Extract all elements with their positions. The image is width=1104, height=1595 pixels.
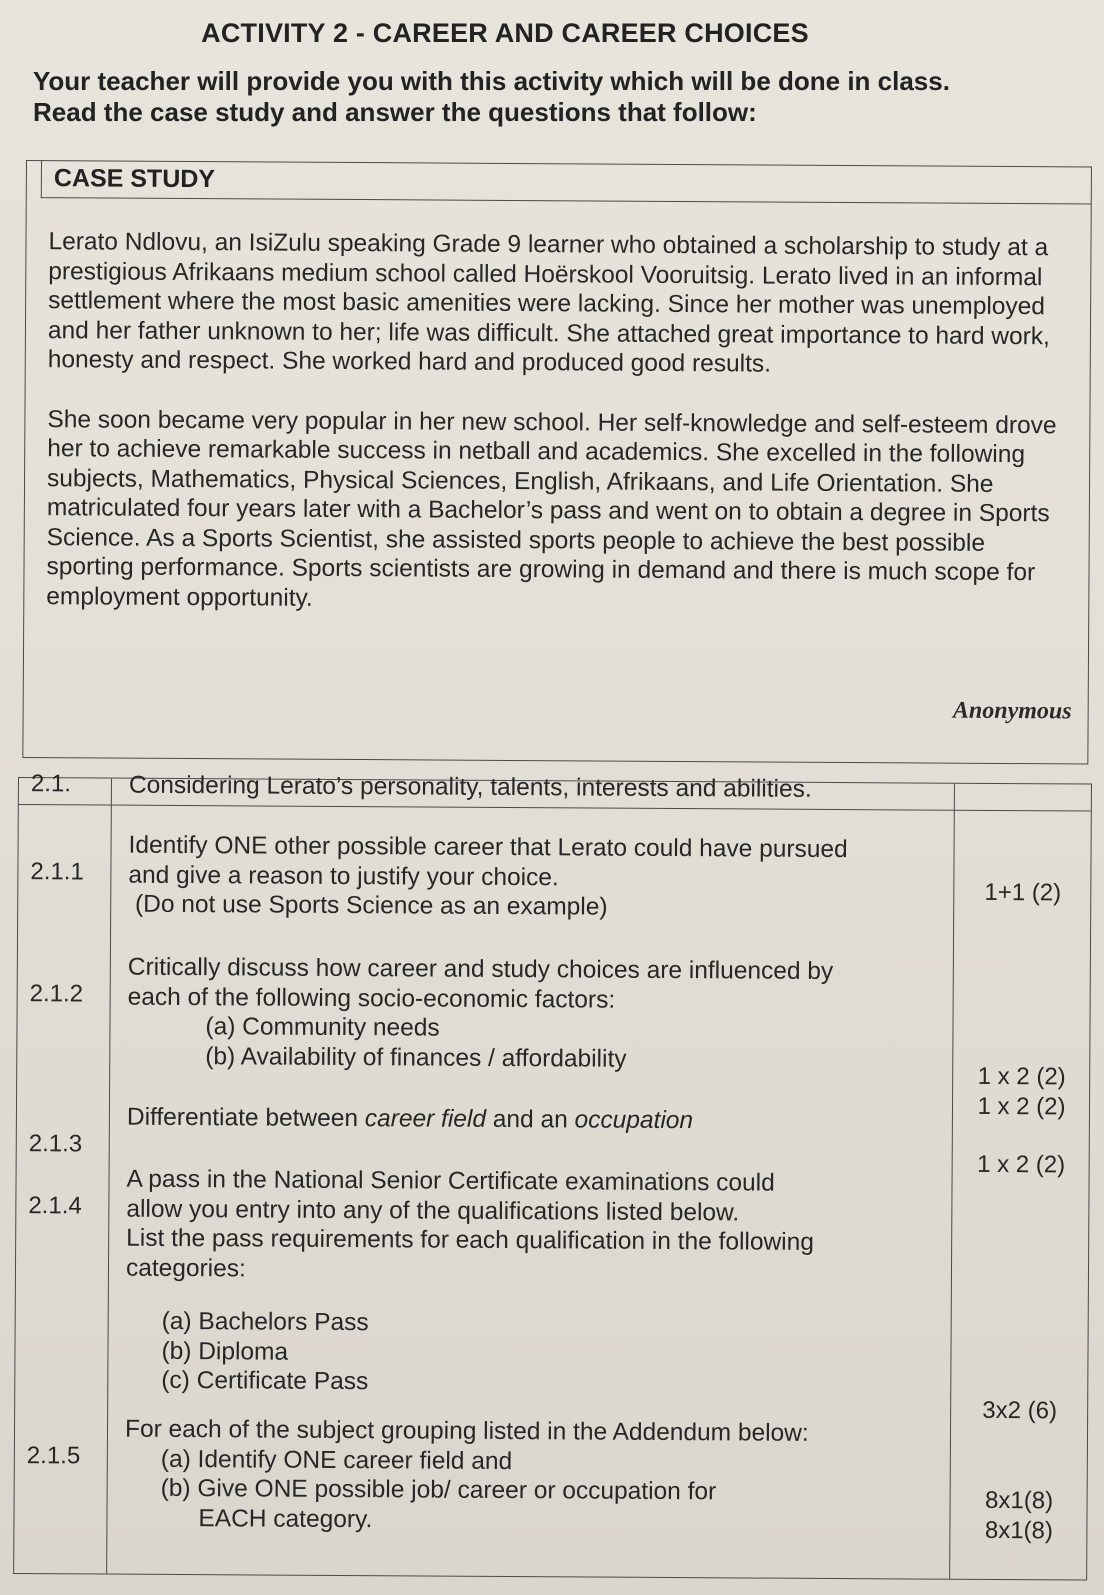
instructions: [33, 66, 1073, 128]
question-2-1-5-option-b: (b) Give ONE possible job/ career or occupation for: [160, 1474, 717, 1506]
question-number-2-1-3: 2.1.3: [28, 1130, 83, 1158]
table-divider-top: [19, 804, 1091, 812]
question-2-1-2-line-2: each of the following socio-economic factors:: [127, 983, 616, 1014]
marks-2-1-2-a: 1 x 2 (2): [977, 1062, 1066, 1091]
questions-table: [13, 770, 1092, 1581]
question-2-1-1-line-1: Identify ONE other possible career that Lerato could have pursued: [128, 831, 848, 864]
marks-2-1-5-b: 8x1(8): [984, 1516, 1054, 1545]
question-number-2-1: 2.1.: [30, 770, 72, 798]
question-2-1-4-option-b: (b) Diploma: [161, 1337, 289, 1366]
activity-title: ACTIVITY 2 - CAREER AND CAREER CHOICES: [201, 18, 809, 48]
question-number-2-1-1: 2.1.1: [30, 858, 84, 886]
question-2-1-5-text: [124, 1415, 935, 1538]
question-2-1-4-line-2: allow you entry into any of the qualifications listed below.: [126, 1195, 740, 1226]
question-2-1-4-line-3: List the pass requirements for each qualification in the following: [126, 1224, 815, 1256]
case-study-box: [22, 160, 1092, 765]
question-2-1-1-text: [128, 831, 939, 924]
marks-2-1-2-b: 1 x 2 (2): [977, 1092, 1066, 1121]
term-career-field: career field: [364, 1105, 487, 1133]
question-2-1-4-option-c: (c) Certificate Pass: [161, 1366, 369, 1396]
question-2-1-3-text-mid: and an: [485, 1105, 575, 1134]
case-study-paragraph-1: Lerato Ndlovu, an IsiZulu speaking Grade 9 learner who obtained a scholarship to study at a prestigious Afrikaans medium school called Hoërskool Vooruitsig. Lerato lived in an informal settlement where the most basic amenities were lacking. Since her mother was unemployed and her father unknown to her; life was difficult. She attached great importance to hard work, honesty and respect. She worked hard and produced good results.: [47, 228, 1050, 378]
case-study-paragraph-2: She soon became very popular in her new school. Her self-knowledge and self-esteem drove her to achieve remarkable success in netball and academics. She excelled in the following subjects, Mathematics, Physical Sciences, English, Afrikaans, and Life Orientation. She matriculated four years later with a Bachelor’s pass and went on to obtain a degree in Sports Science. As a Sports Scientist, she assisted sports people to achieve the best possible sporting performance. Sports scientists are growing in demand and there is much scope for employment opportunity.: [46, 405, 1057, 612]
question-2-1-4-line-4: categories:: [125, 1254, 246, 1282]
question-number-2-1-4: 2.1.4: [28, 1192, 82, 1220]
case-study-author: Anonymous: [952, 697, 1072, 725]
instruction-line-2: Read the case study and answer the questions that follow:: [33, 97, 757, 127]
marks-2-1-3: 1 x 2 (2): [977, 1150, 1066, 1179]
question-2-1-4-text: [125, 1165, 936, 1400]
question-2-1-5-line-1: For each of the subject grouping listed in the Addendum below:: [124, 1415, 809, 1447]
question-number-2-1-2: 2.1.2: [29, 980, 84, 1008]
question-2-1-2-line-1: Critically discuss how career and study choices are influenced by: [127, 953, 834, 985]
question-2-1-3-text-before: Differentiate between: [126, 1103, 365, 1133]
marks-2-1-4: 3x2 (6): [982, 1396, 1058, 1425]
question-2-1-text: Considering Lerato’s personality, talents, interests and abilities.: [128, 771, 812, 803]
marks-2-1-5-a: 8x1(8): [985, 1486, 1054, 1515]
question-2-1-1-line-2: and give a reason to justify your choice.: [128, 861, 559, 891]
marks-2-1-1: 1+1 (2): [984, 878, 1062, 907]
case-study-heading: CASE STUDY: [41, 160, 1092, 204]
question-2-1-2-option-a: (a) Community needs: [205, 1013, 440, 1042]
question-2-1-3-text: [127, 1103, 937, 1137]
question-2-1-1-line-3: (Do not use Sports Science as an example): [128, 890, 608, 921]
question-2-1-4-line-1: A pass in the National Senior Certificate examinations could: [126, 1165, 775, 1197]
case-study-body: [46, 227, 1079, 647]
table-divider-left: [106, 779, 112, 1574]
question-2-1-2-option-b: (b) Availability of finances / affordability: [205, 1042, 627, 1073]
question-2-1-2-text: [127, 953, 938, 1076]
question-2-1-5-option-a: (a) Identify ONE career field and: [160, 1445, 513, 1475]
term-occupation: occupation: [574, 1106, 694, 1135]
question-number-2-1-5: 2.1.5: [26, 1442, 81, 1470]
instruction-line-1: Your teacher will provide you with this activity which will be done in class.: [33, 66, 950, 96]
question-2-1-5-option-b-cont: EACH category.: [198, 1504, 373, 1533]
question-2-1-4-option-a: (a) Bachelors Pass: [161, 1307, 369, 1337]
